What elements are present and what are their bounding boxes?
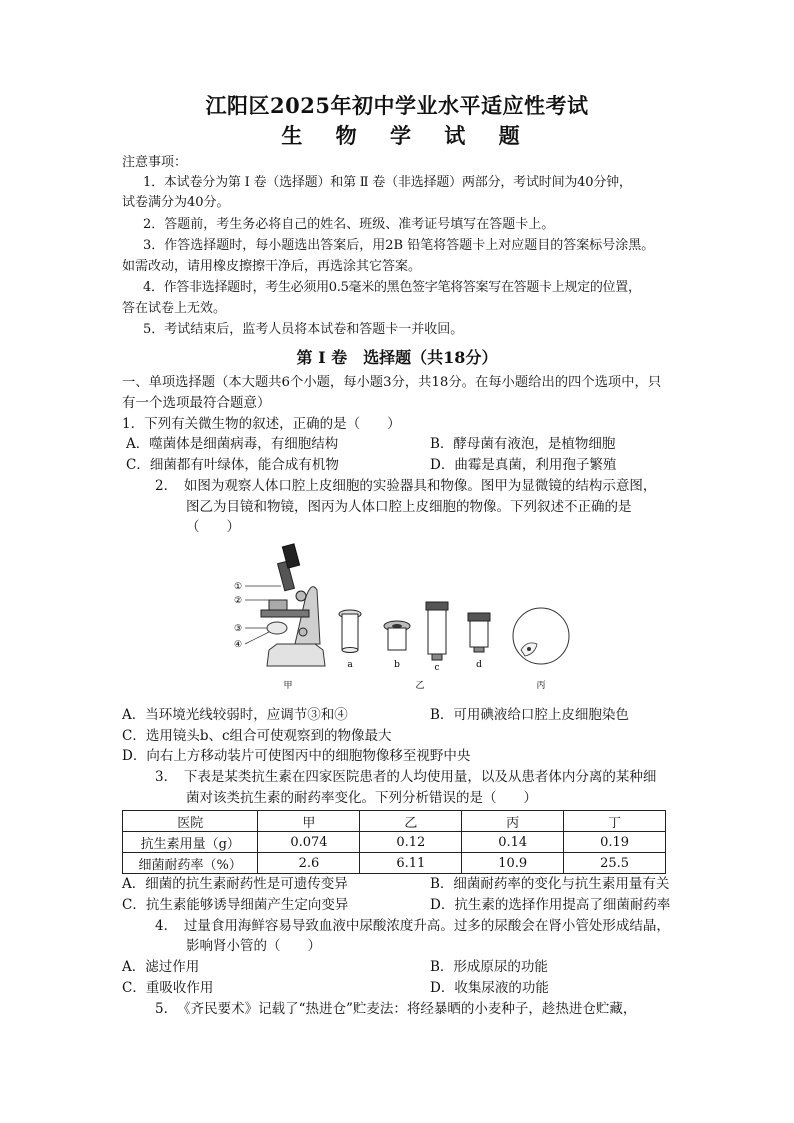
marker-3: ③ xyxy=(233,624,243,634)
question-1-option-a: A．噬菌体是细菌病毒，有细胞结构 xyxy=(126,436,339,452)
notice-item-1: 1．本试卷分为第 Ⅰ 卷（选择题）和第 Ⅱ 卷（非选择题）两部分，考试时间为40分钟， xyxy=(143,175,632,190)
table-cell: 10.9 xyxy=(462,853,564,874)
question-4-option-d: D．收集尿液的功能 xyxy=(430,980,549,996)
table-header-cell: 医院 xyxy=(123,811,258,832)
table-cell: 细菌耐药率（%） xyxy=(123,853,258,874)
panel-label-jia: 甲 xyxy=(283,681,293,691)
question-1-stem: 1．下列有关微生物的叙述，正确的是（ ） xyxy=(122,416,401,432)
question-1-option-b: B．酵母菌有液泡，是植物细胞 xyxy=(430,436,616,452)
notice-item-4: 4．作答非选择题时，考生必须用0.5毫米的黑色签字笔将答案写在答题卡上规定的位置， xyxy=(143,280,641,295)
question-2-stem-line-2: 图乙为目镜和物镜，图丙为人体口腔上皮细胞的物像。下列叙述不正确的是 xyxy=(186,499,632,515)
table-header-cell: 乙 xyxy=(360,811,462,832)
notice-item-1-cont: 试卷满分为40分。 xyxy=(122,195,230,210)
lens-label-d: d xyxy=(476,660,482,670)
question-3-option-d: D．抗生素的选择作用提高了细菌耐药率 xyxy=(430,897,671,913)
question-4-option-c: C．重吸收作用 xyxy=(122,980,214,996)
objective-d xyxy=(468,613,490,652)
question-1-option-d: D．曲霉是真菌，利用孢子繁殖 xyxy=(430,457,617,473)
table-cell: 2.6 xyxy=(258,853,360,874)
section-intro: 一、单项选择题（本大题共6个小题，每小题3分，共18分。在每小题给出的四个选项中，只 xyxy=(122,375,662,390)
table-header-cell: 丁 xyxy=(564,811,666,832)
table-row xyxy=(123,832,666,853)
objective-c xyxy=(426,602,448,660)
lens-label-c: c xyxy=(434,663,440,673)
marker-1: ① xyxy=(233,582,243,592)
question-2-option-c: C．选用镜头b、c组合可使观察到的物像最大 xyxy=(122,728,392,744)
section-intro-cont: 有一个选项最符合题意） xyxy=(122,395,271,411)
table-row xyxy=(123,853,666,874)
section-title: 第 Ⅰ 卷 选择题（共18分） xyxy=(296,348,498,367)
question-3-option-a: A．细菌的抗生素耐药性是可遗传变异 xyxy=(122,876,348,892)
exam-subtitle: 生 物 学 试 题 xyxy=(281,123,533,148)
question-3-option-b: B．细菌耐药率的变化与抗生素用量有关 xyxy=(430,876,670,892)
table-header-cell: 丙 xyxy=(462,811,564,832)
table-cell: 25.5 xyxy=(564,853,666,874)
question-2-stem-line-3: （ ） xyxy=(186,519,240,535)
table-cell: 抗生素用量（g） xyxy=(123,832,258,853)
question-4-stem-line-2: 影响肾小管的（ ） xyxy=(186,938,321,954)
question-1-option-c: C．细菌都有叶绿体，能合成有机物 xyxy=(126,457,339,473)
question-3-option-c: C．抗生素能够诱导细菌产生定向变异 xyxy=(122,897,349,913)
table-header-cell: 甲 xyxy=(258,811,360,832)
field-of-view xyxy=(513,608,569,664)
exam-title: 江阳区2025年初中学业水平适应性考试 xyxy=(205,93,589,118)
notice-item-3-cont: 如需改动，请用橡皮擦擦干净后，再选涂其它答案。 xyxy=(122,259,422,274)
table-cell: 6.11 xyxy=(360,853,462,874)
question-3-stem: 3． 下表是某类抗生素在四家医院患者的人均使用量，以及从患者体内分离的某种细 xyxy=(155,769,657,785)
microscope-figure xyxy=(225,540,585,695)
marker-4: ④ xyxy=(233,640,243,650)
panel-label-bing: 丙 xyxy=(536,681,546,691)
question-2-option-b: B．可用碘液给口腔上皮细胞染色 xyxy=(430,707,629,723)
lens-label-a: a xyxy=(347,660,353,670)
marker-2: ② xyxy=(233,596,243,606)
microscope-drawing xyxy=(245,544,325,666)
eyepiece-a xyxy=(339,610,361,653)
notice-item-4-cont: 答在试卷上无效。 xyxy=(122,301,227,316)
question-4-option-b: B．形成原尿的功能 xyxy=(430,959,548,975)
antibiotic-table xyxy=(122,810,666,874)
table-cell: 0.14 xyxy=(462,832,564,853)
question-2-option-a: A．当环境光线较弱时，应调节③和④ xyxy=(122,707,348,723)
question-4-stem: 4． 过量食用海鲜容易导致血液中尿酸浓度升高。过多的尿酸会在肾小管处形成结晶， xyxy=(155,918,670,934)
question-4-option-a: A．滤过作用 xyxy=(122,959,200,975)
question-2-stem: 2． 如图为观察人体口腔上皮细胞的实验器具和物像。图甲为显微镜的结构示意图， xyxy=(155,478,657,494)
question-3-stem-line-2: 菌对该类抗生素的耐药率变化。下列分析错误的是（ ） xyxy=(186,790,537,806)
notice-item-5: 5．考试结束后，监考人员将本试卷和答题卡一并收回。 xyxy=(143,322,464,337)
eyepiece-b xyxy=(384,621,410,650)
panel-label-yi: 乙 xyxy=(415,681,425,691)
notice-item-3: 3．作答选择题时，每小题选出答案后，用2B 铅笔将答题卡上对应题目的答案标号涂黑。 xyxy=(143,238,655,253)
notice-item-2: 2．答题前，考生务必将自己的姓名、班级、准考证号填写在答题卡上。 xyxy=(143,217,555,232)
notice-heading: 注意事项： xyxy=(122,155,188,170)
question-5-stem: 5． 《齐民要术》记载了“热进仓”贮麦法：将经暴晒的小麦种子，趁热进仓贮藏， xyxy=(155,1001,637,1017)
lens-label-b: b xyxy=(394,660,400,670)
question-2-option-d: D．向右上方移动装片可使图丙中的细胞物像移至视野中央 xyxy=(122,748,471,764)
table-cell: 0.074 xyxy=(258,832,360,853)
table-cell: 0.12 xyxy=(360,832,462,853)
table-cell: 0.19 xyxy=(564,832,666,853)
table-header-row xyxy=(123,811,666,832)
